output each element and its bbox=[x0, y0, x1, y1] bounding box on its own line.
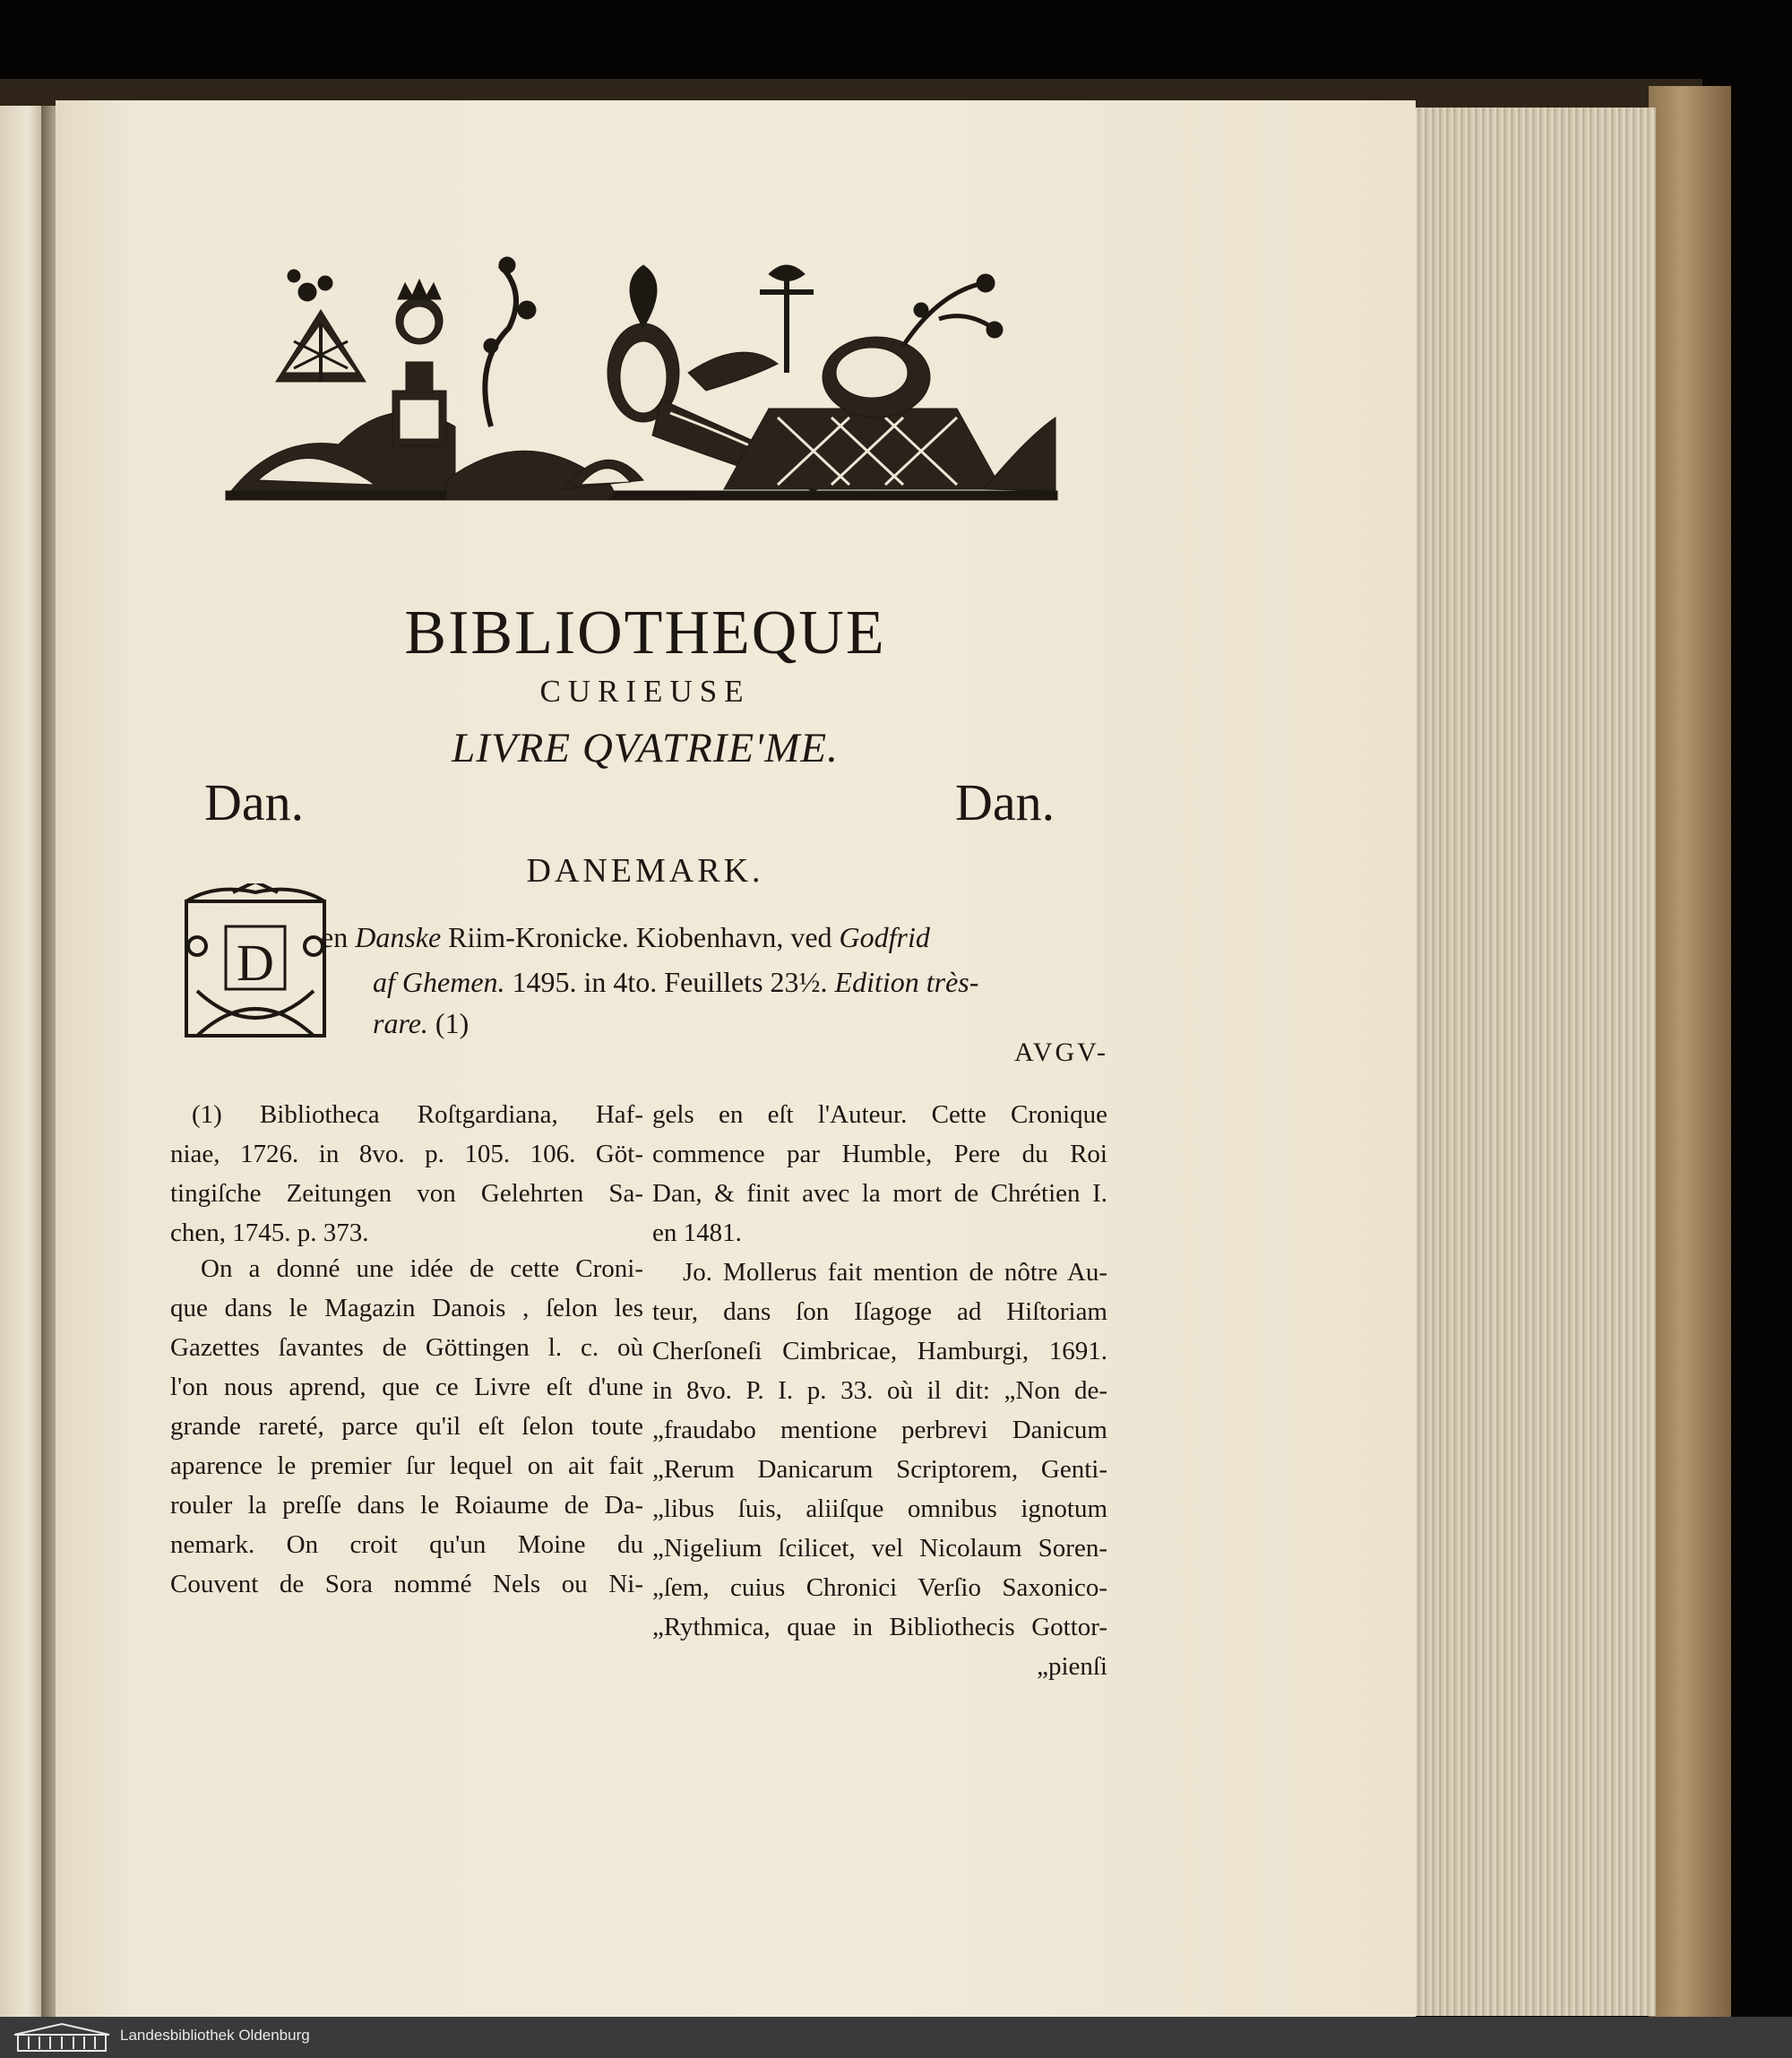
footnote-line: tingiſche Zeitungen von Gelehrten Sa- bbox=[170, 1179, 643, 1208]
entry-text: (1) bbox=[427, 1007, 470, 1039]
body-line: „fraudabo mentione perbrevi Danicum bbox=[652, 1416, 1107, 1444]
entry-italic: af Ghemen. bbox=[373, 966, 505, 998]
footnote-line: niae, 1726. in 8vo. p. 105. 106. Göt- bbox=[170, 1140, 643, 1168]
body-line: On a donné une idée de cette Croni- bbox=[201, 1254, 643, 1283]
entry-line-2 bbox=[373, 966, 978, 999]
body-line: „Rythmica, quae in Bibliothecis Gottor- bbox=[652, 1613, 1107, 1641]
library-logo-icon bbox=[13, 2022, 111, 2053]
body-line: nemark. On croit qu'un Moine du bbox=[170, 1530, 643, 1559]
body-line: „Rerum Danicarum Scriptorem, Genti- bbox=[652, 1455, 1107, 1484]
entry-text: 1495. in 4to. Feuillets 23½. bbox=[504, 966, 835, 998]
decorated-initial bbox=[179, 883, 332, 1045]
page-subtitle: CURIEUSE bbox=[539, 674, 751, 709]
running-head-left: Dan. bbox=[204, 773, 305, 831]
footnote bbox=[170, 1095, 643, 1253]
footnote-line: (1) Bibliotheca Roſtgardiana, Haf- bbox=[192, 1100, 643, 1129]
entry-italic: Edition très- bbox=[834, 966, 979, 998]
section-title: DANEMARK. bbox=[526, 852, 764, 890]
right-catchword: „pienſi bbox=[1037, 1652, 1107, 1681]
entry-text: Riim-Kronicke. Kiobenhavn, ved bbox=[441, 921, 840, 953]
body-line: Jo. Mollerus fait mention de nôtre Au- bbox=[683, 1258, 1107, 1287]
entry-italic: Danske bbox=[355, 921, 442, 953]
body-line: „ſem, cuius Chronici Verſio Saxonico- bbox=[652, 1573, 1107, 1602]
body-line: que dans le Magazin Danois , ſelon les bbox=[170, 1294, 643, 1322]
body-line: „Nigelium ſcilicet, vel Nicolaum Soren- bbox=[652, 1534, 1107, 1563]
library-name: Landesbibliothek Oldenburg bbox=[120, 2027, 310, 2044]
entry-line-1 bbox=[321, 921, 930, 954]
body-line: teur, dans ſon Iſagoge ad Hiſtoriam bbox=[652, 1297, 1107, 1326]
entry-italic: rare. bbox=[373, 1007, 428, 1039]
body-line: Dan, & finit avec la mort de Chrétien I. bbox=[652, 1179, 1107, 1208]
book-heading: LIVRE QVATRIE'ME. bbox=[452, 725, 839, 771]
running-head-right: Dan. bbox=[955, 773, 1055, 831]
body-line: aparence le premier ſur lequel on ait fait bbox=[170, 1451, 643, 1480]
body-line: commence par Humble, Pere du Roi bbox=[652, 1140, 1107, 1168]
body-line: Cherſoneſi Cimbricae, Hamburgi, 1691. bbox=[652, 1337, 1107, 1365]
body-line: en 1481. bbox=[652, 1218, 742, 1247]
ornamental-headpiece bbox=[222, 256, 1061, 512]
entry-italic: Godfrid bbox=[839, 921, 930, 953]
body-line: l'on nous aprend, que ce Livre eſt d'une bbox=[170, 1373, 643, 1401]
catchword: AVGV- bbox=[1014, 1038, 1109, 1067]
page-edges bbox=[1414, 108, 1656, 2016]
right-body bbox=[652, 1095, 1107, 1686]
body-line: Gazettes ſavantes de Göttingen l. c. où bbox=[170, 1333, 643, 1362]
page-title: BIBLIOTHEQUE bbox=[404, 598, 886, 667]
left-page-edge bbox=[0, 106, 47, 2023]
drop-cap: D bbox=[237, 934, 274, 992]
body-line: „libus ſuis, aliiſque omnibus ignotum bbox=[652, 1494, 1107, 1523]
body-line: rouler la preſſe dans le Roiaume de Da- bbox=[170, 1491, 643, 1520]
body-line: gels en eſt l'Auteur. Cette Cronique bbox=[652, 1100, 1107, 1129]
left-body bbox=[170, 1249, 643, 1604]
body-line: in 8vo. P. I. p. 33. où il dit: „Non de- bbox=[652, 1376, 1107, 1405]
entry-text: en bbox=[321, 921, 356, 953]
book-cover-right bbox=[1649, 86, 1731, 2021]
body-line: Couvent de Sora nommé Nels ou Ni- bbox=[170, 1570, 643, 1598]
entry-line-3 bbox=[373, 1007, 469, 1040]
footnote-line: chen, 1745. p. 373. bbox=[170, 1218, 369, 1247]
body-line: grande rareté, parce qu'il eſt ſelon toute bbox=[170, 1412, 643, 1441]
